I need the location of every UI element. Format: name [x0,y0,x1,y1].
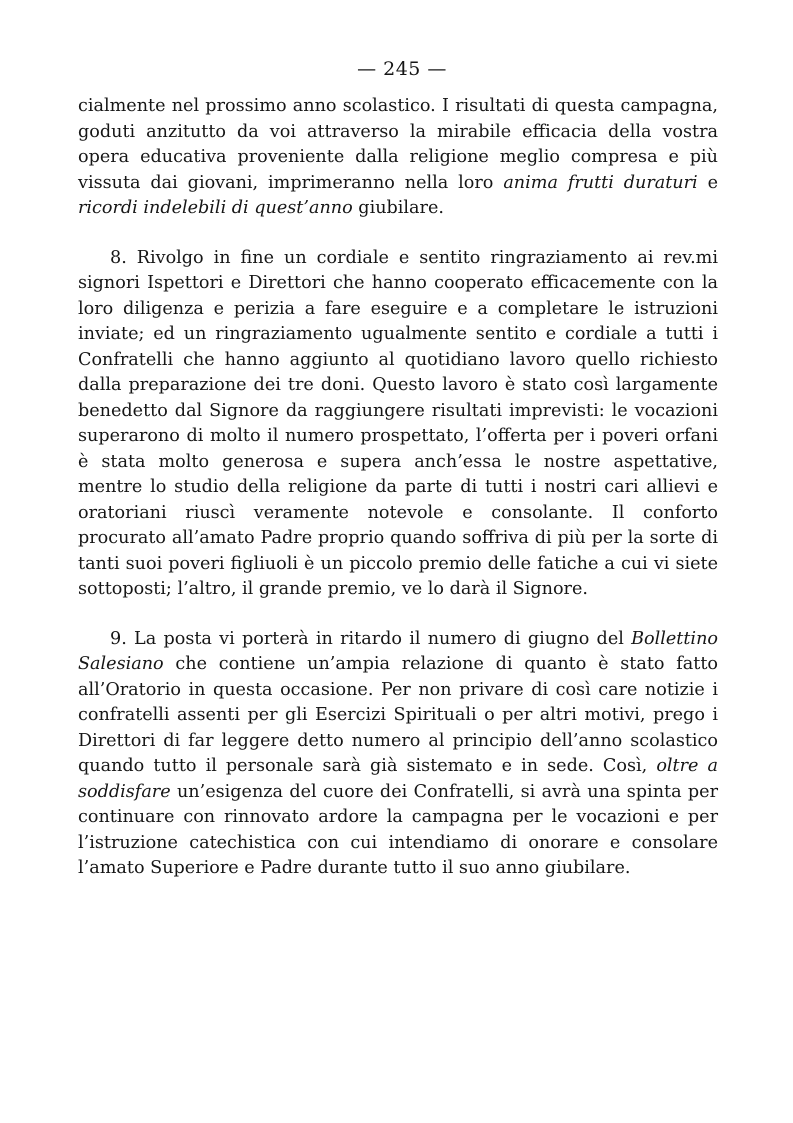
italic-text-run: Bollettino Salesiano [78,628,718,674]
paragraph-9 [78,627,718,882]
paragraph-continuation [78,94,718,222]
text-run: e [697,172,718,193]
text-run: un’esigenza del cuore dei Confratelli, si avrà una spinta per continuare con rinnovato ardore la campagna per le vocazioni e per l’istruzione catechistica con cui intendiamo di onorare e consolare l’amato Superiore e Padre durante tutto il suo anno giubilare. [78,781,718,878]
text-run: 9. La posta vi porterà in ritardo il numero di giugno del [110,628,632,649]
text-run: 8. Rivolgo in fine un cordiale e sentito ringraziamento ai rev.mi signori Ispettori e Direttori che hanno cooperato efficacemente con la loro diligenza e perizia a fare eseguire e a completare le istruzioni inviate; ed un ringraziamento ugualmente sentito e cordiale a tutti i Confratelli che hanno aggiunto al quotidiano lavoro quello richiesto dalla preparazione dei tre doni. Questo lavoro è stato così largamente benedetto dal Signore da raggiungere risultati imprevisti: le vocazioni superarono di molto il numero prospettato, l’offerta per i poveri orfani è stata molto generosa e supera anch’essa le nostre aspettative, mentre lo studio della religione da parte di tutti i nostri cari allievi e oratoriani riuscì veramente notevole e consolante. Il conforto procurato all’amato Padre proprio quando soffriva di più per la sorte di tanti suoi poveri figliuoli è un piccolo premio delle fatiche a cui vi siete sottoposti; l’altro, il grande premio, ve lo darà il Signore. [78,247,718,599]
text-run: giubilare. [352,198,444,218]
page-number: — 245 — [357,58,447,80]
document-page [78,58,718,882]
paragraph-8 [78,246,718,603]
text-run: che contiene un’ampia relazione di quanto è stato fatto all’Oratorio in questa occasione. Per non privare di così care notizie i confratelli assenti per gli Esercizi Spirituali o per altri motivi, prego i Direttori di far leggere detto numero al principio dell’anno scolastico quando tutto il personale sarà già sistemato e in sede. Così, [78,654,718,776]
text-run: cialmente nel prossimo anno scolastico. I risultati di questa campagna, goduti anzitutto da voi attraverso la mirabile efficacia della vostra opera educativa proveniente dalla religione meglio compresa e più vissuta dai giovani, imprimeranno nella loro [78,96,718,193]
italic-text-run: oltre a soddisfare [78,756,718,802]
italic-text-run: ricordi indelebili di quest’anno [78,198,353,218]
italic-text-run: anima frutti duraturi [503,172,698,193]
